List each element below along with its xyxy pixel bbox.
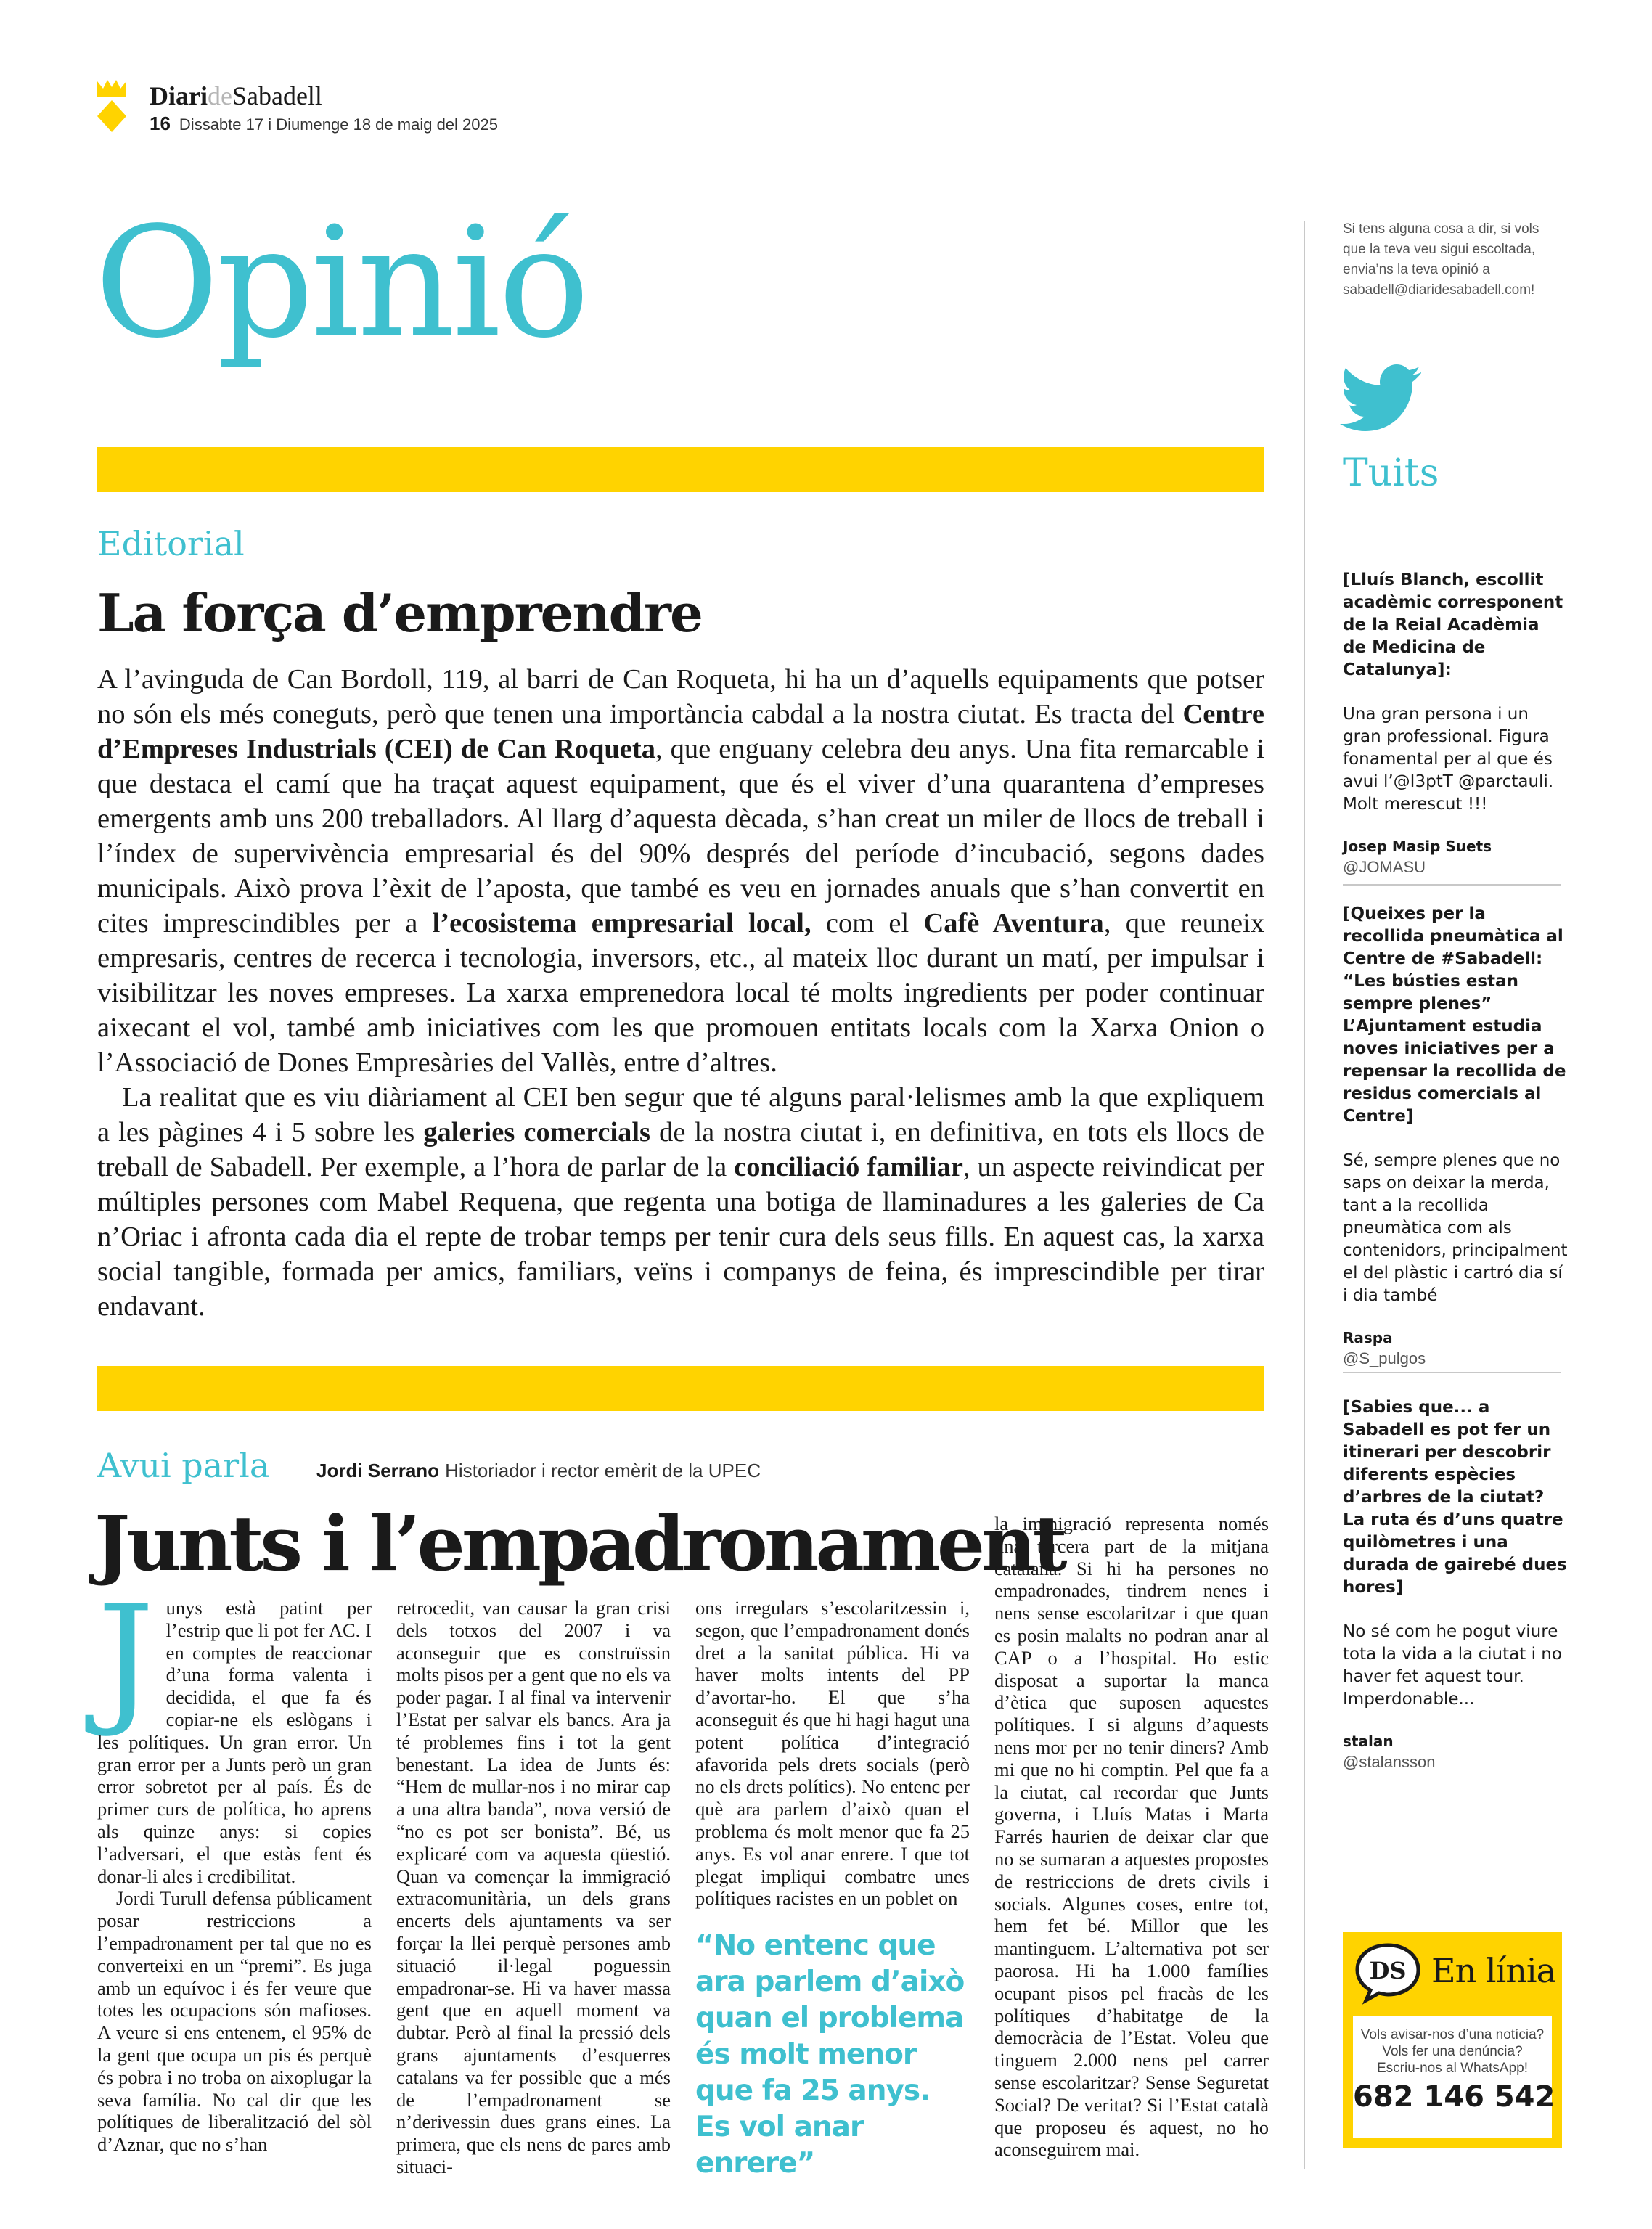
enlinia-title: En línia [1431,1951,1556,1990]
column-1-paragraph-1: unys està patint per l’estrip que li pot fer AC. I en comptes de reaccionar d’una forma valenta i decidida, el que fa és copiar-ne els eslògans i les polítiques. Un gran error. Un gran error per a Junts però un gran error sobretot per al país. És de primer curs de política, ho aprens als quinze anys: si copies l’adversari, el que estàs fent és donar-li ales i credibilitat. [97,1597,372,1887]
column-4-text: la immigració representa només una tercera part de la mitjana catalana. Si hi ha persones no empadronades, tindrem nenes i nens sense escolaritzar i que quan es posin malalts no podran anar al CAP o a l’hospital. Ho estic disposat a suportar la manca d’ètica que suposen aquestes polítiques. I si alguns d’aquests nens mor per no tenir diners? Amb mi que no hi comptin. Pel que fa a la ciutat, cal recordar que Junts governa, i Lluís Matas i Marta Farrés haurien de deixar clar que no se sumaran a aquestes propostes de restriccions de drets civils i socials. Algunes coses, entre tot, hem fet bé. Millor que les mantinguem. L’alternativa pot ser paorosa. Hi ha 1.000 famílies ocupant pisos pel fracàs de les polítiques d’habitatge de la democràcia de l’Estat. Voleu que tinguem 2.000 nens pel carrer sense escolaritzar? Sense Seguretat Social? De veritat? Si l’Estat català que proposeu és aquest, no ho aconseguirem mai. [994,1513,1269,2161]
editorial-highlight: galeries comercials [423,1117,651,1148]
twitter-bird-icon [1340,364,1421,431]
article-column-3 [695,1597,970,1916]
opinion-headline: Junts i l’empadronament [94,1499,1064,1588]
ds-badge-text: DS [1369,1957,1407,1984]
section-title: Opinió [94,194,587,372]
tweets-title: Tuits [1343,451,1439,495]
author-role: Historiador i rector emèrit de la UPEC [445,1460,761,1481]
editorial-body [97,662,1264,1330]
tweet-1-context: [Lluís Blanch, escollit acadèmic corresponent de la Reial Acadèmia de Medicina de Catalunya]: [1343,570,1563,679]
tweet-2-context: [Queixes per la recollida pneumàtica al Centre de #Sabadell: “Les bústies estan sempre plenes” L’Ajuntament estudia noves iniciatives per a repensar la recollida de residus comercials al Centre] [1343,904,1566,1126]
editorial-highlight: Cafè Aventura [923,908,1104,938]
editorial-text: La realitat que es viu diàriament al CEI ben segur que té alguns paral·lelismes amb la que expliquem a les pàgines 4 i 5 sobre les [97,1082,1264,1148]
brand-diari: Diari [150,81,208,110]
tweet-divider-1 [1343,884,1561,886]
yellow-divider-top [97,447,1264,492]
tweet-1-text: Una gran persona i un gran professional. Figura fonamental per al que és avui l’@I3ptT @parctauli. Molt merescut !!! [1343,705,1554,814]
column-2-text: retrocedit, van causar la gran crisi dels totxos del 2007 i va aconseguir que es construïssin molts pisos per a gent que no els va poder pagar. I al final va intervenir l’Estat per salvar els bancs. Ara ja té problemes fins i tot la gent benestant. La idea de Junts és: “Hem de mullar-nos i no mirar cap a una altra banda”, nova versió de “no es pot ser bonista”. Bé, us explicaré com va aquesta qüestió. Quan va començar la immigració extracomunitària, un dels grans encerts dels ajuntaments va ser forçar la llei perquè persones amb situació il·legal poguessin empadronar-se. Hi va haver massa gent que en aquell moment va dubtar. Però al final la pressió dels grans ajuntaments d’esquerres catalans va fer possible que a més de l’empadronament se n’derivessin dues grans eines. La primera, que els nens de pares amb situaci- [396,1597,671,2177]
tweet-3-handle[interactable]: @stalansson [1343,1753,1436,1771]
article-column-2 [396,1597,671,2177]
tweet-1-handle[interactable]: @JOMASU [1343,858,1426,876]
article-column-4 [994,1513,1269,2161]
drop-cap: J [97,1575,155,1741]
tweet-2-handle[interactable]: @S_pulgos [1343,1349,1426,1367]
column-1-paragraph-2: Jordi Turull defensa públicament posar restriccions a l’empadronament per tal que no es converteixi en un “premi”. Es juga amb un equívoc i és fer veure que totes les ocupacions són mafioses. A veure si ens entenem, el 95% de la gent que ocupa un pis és perquè és pobra i no troba on aixoplugar la seva família. No cal dir que les polítiques de liberalització del sòl d’Aznar, que no s’han [97,1887,372,2156]
whatsapp-phone-number[interactable]: 682 146 542 [1353,2080,1555,2114]
editorial-paragraph-1 [97,662,1264,1080]
ds-badge-icon [1353,1942,1423,2003]
tweet-3-text: No sé com he pogut viure tota la vida a la ciutat i no haver fet aquest tour. Imperdonable... [1343,1622,1562,1709]
logo-crest-icon [94,78,129,134]
editorial-text: com el [811,908,924,938]
enlinia-message: Vols avisar-nos d’una notícia? Vols fer una denúncia? Escriu-nos al WhatsApp! [1360,2027,1545,2076]
author-name: Jordi Serrano [316,1460,440,1481]
page-number: 16 [150,113,171,134]
editorial-text: , que enguany celebra deu anys. Una fita remarcable i que destaca el camí que ha traçat aquest equipament, que és el viver d’una quarantena d’empreses emergents amb uns 200 treballadors. Al llarg d’aquesta dècada, s’han creat un miler de llocs de treball i l’índex de supervivència empresarial és del 90% després del període d’incubació, segons dades municipals. Això prova l’èxit de l’aposta, que també es veu en jornades anuals que s’han convertit en cites imprescindibles per a [97,734,1264,938]
editorial-text: de la nostra ciutat i, en definitiva, en tots els llocs de treball de Sabadell. Per exemple, a l’hora de parlar de la [97,1117,1264,1182]
editorial-paragraph-2 [97,1080,1264,1324]
editorial-highlight: Centre d’Empreses Industrials (CEI) de Can Roqueta [97,699,1264,764]
reader-invite: Si tens alguna cosa a dir, si vols que la teva veu sigui escoltada, envia’ns la teva opinió a sabadell@diaridesabadell.com! [1343,221,1539,298]
yellow-divider-bottom [97,1366,1264,1411]
tweet-3-context: [Sabies que... a Sabadell es pot fer un itinerari per descobrir diferents espècies d’arbres de la ciutat? La ruta és d’uns quatre quilòmetres i una durada de gairebé dues hores] [1343,1398,1567,1597]
enlinia-panel [1353,2016,1555,2138]
brand-name[interactable] [150,81,322,110]
brand-sabadell: Sabadell [232,81,322,110]
tweet-2 [1343,903,1568,1370]
tweet-2-author: Raspa [1343,1329,1393,1346]
column-3-text: ons irregulars s’escolaritzessin i, segon, que l’empadronament donés dret a la sanitat pública. Hi va haver molts intents del PP d’avortar-ho. El que s’ha aconseguit és que hi hagi hagut una potent política d’integració afavorida pels drets socials (però no els drets polítics). No entenc per què ara parlem d’això quan el problema és molt menor que fa 25 anys. Es vol anar enrere. I que tot plegat impliqui combatre unes polítiques racistes en un poblet on [695,1597,970,1910]
tweet-1-author: Josep Masip Suets [1343,838,1492,855]
tweet-3 [1343,1396,1568,1773]
issue-date: Dissabte 17 i Diumenge 18 de maig del 2025 [179,115,498,134]
tweet-3-author: stalan [1343,1733,1394,1750]
whatsapp-contact-box[interactable] [1343,1932,1562,2148]
tweet-2-text: Sé, sempre plenes que no saps on deixar la merda, tant a la recollida pneumàtica com als contenidors, principalment el del plàstic i cartró dia sí i dia també [1343,1151,1568,1305]
editorial-text: , un aspecte reivindicat per múltiples persones com Mabel Requena, que regenta una botiga de llaminadures a les galeries de Ca n’Oriac i afronta cada dia el repte de trobar temps per tenir cura dels seus fills. En aquest cas, la xarxa social tangible, formada per amics, familiars, veïns i companys de feina, és imprescindible per tirar endavant. [97,1152,1264,1322]
page-info [150,113,498,135]
byline [316,1459,761,1482]
editorial-headline: La força d’emprendre [97,582,702,644]
editorial-text: , que reuneix empresaris, centres de recerca i tecnologia, inversors, etc., al mateix lloc durant un matí, per impulsar i visibilitzar les noves empreses. La xarxa emprenedora local té molts ingredients per poder continuar aixecant el vol, també amb iniciatives com les que promouen entitats locals com la Xarxa Onion o l’Associació de Dones Empresàries del Vallès, entre d’altres. [97,908,1264,1078]
editorial-kicker: Editorial [97,524,245,563]
sidebar-divider [1304,221,1305,2169]
editorial-text: A l’avinguda de Can Bordoll, 119, al barri de Can Roqueta, hi ha un d’aquells equipaments que potser no són els més coneguts, però que tenen una importància cabdal a la nostra ciutat. Es tracta del [97,664,1264,729]
pull-quote: “No entenc que ara parlem d’això quan el problema és molt menor que fa 25 anys. Es vol anar enrere” [695,1929,965,2180]
tweet-1 [1343,569,1568,878]
article-column-1 [97,1575,372,2156]
masthead [94,78,602,136]
tweet-divider-2 [1343,1372,1561,1373]
brand-de: de [207,81,232,110]
editorial-highlight: l’ecosistema empresarial local, [432,908,811,938]
editorial-highlight: conciliació familiar [734,1152,963,1182]
opinion-kicker: Avui parla [97,1446,270,1485]
